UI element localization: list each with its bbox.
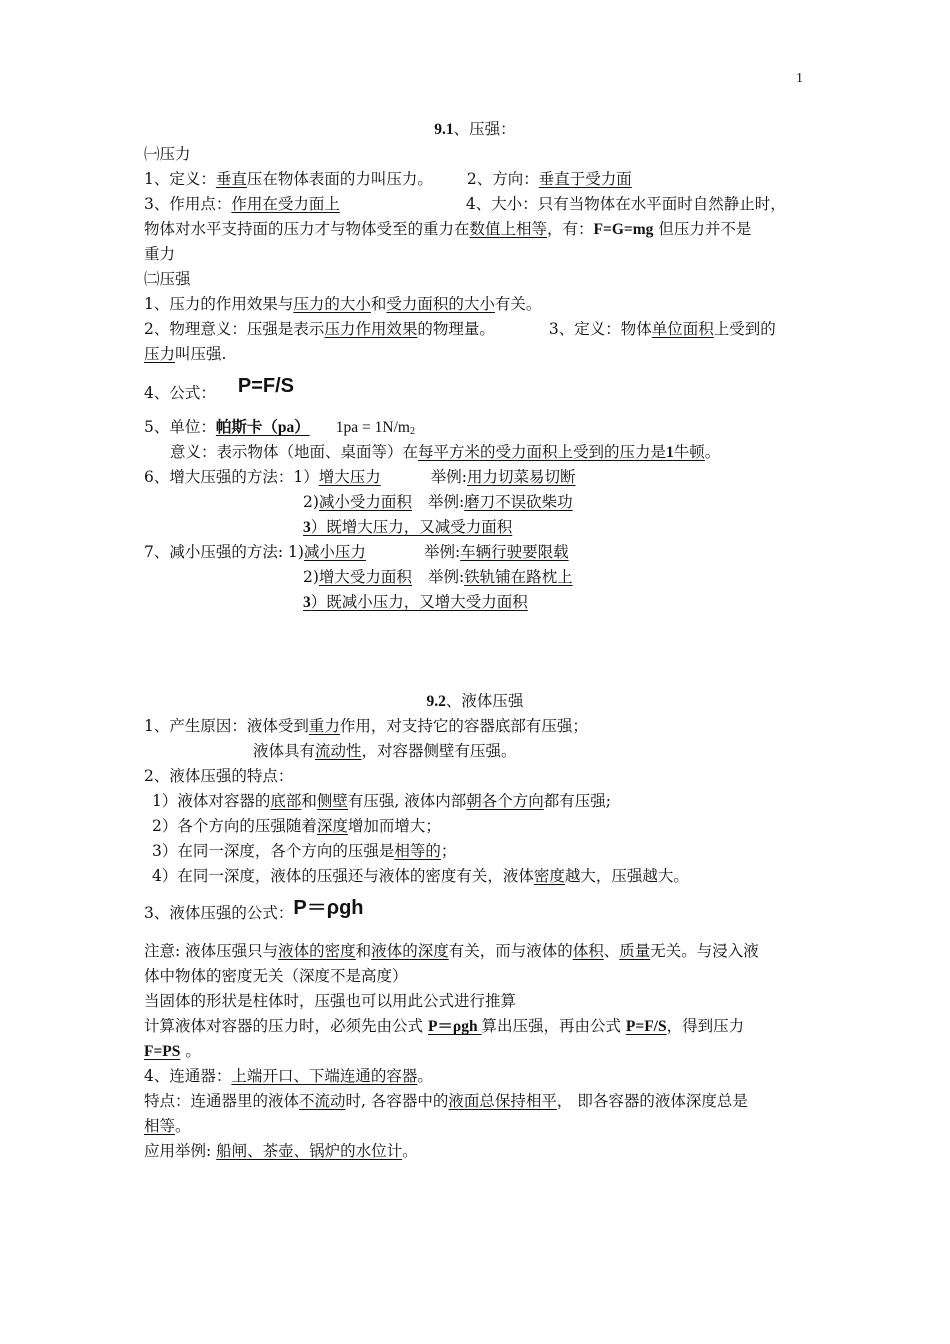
line-decrease-3: 3）既减小压力，又增大受力面积 xyxy=(303,593,528,611)
section-title-9-1: 9.1、压强： xyxy=(434,120,516,138)
line-solid: 当固体的形状是柱体时，压强也可以用此公式进行推算 xyxy=(144,992,517,1010)
line-note-2: 体中物体的密度无关（深度不是高度） xyxy=(144,967,408,985)
line-cause-1: 1、产生原因：液体受到重力作用，对支持它的容器底部有压强； xyxy=(144,717,588,735)
line-liquid-formula: 3、液体压强的公式：P＝ρgh xyxy=(144,897,364,922)
line-decrease-1: 7、减小压强的方法: 1)减小压力 举例:车辆行驶要限载 xyxy=(144,543,569,561)
line-increase-3: 3）既增大压力，又减受力面积 xyxy=(303,518,513,536)
heading-pressure-force: ㈠压力 xyxy=(144,145,191,163)
page-number: 1 xyxy=(796,71,803,86)
line-decrease-2: 2)增大受力面积 举例:铁轨铺在路枕上 xyxy=(303,568,573,586)
heading-pressure: ㈡压强 xyxy=(144,270,191,288)
line-point-magnitude: 3、作用点：作用在受力面上 4、大小：只有当物体在水平面时自然静止时， xyxy=(144,195,786,213)
line-characteristics: 2、液体压强的特点： xyxy=(144,767,294,785)
line-char-3: 3）在同一深度，各个方向的压强是相等的； xyxy=(152,842,457,860)
line-calc-2: F=PS 。 xyxy=(144,1042,201,1060)
line-char-1: 1）液体对容器的底部和侧壁有压强, 液体内部朝各个方向都有压强; xyxy=(152,792,612,810)
line-connector: 4、连通器：上端开口、下端连通的容器。 xyxy=(144,1067,433,1085)
line-physical-meaning: 2、物理意义：压强是表示压力作用效果的物理量。 3、定义：物体单位面积上受到的 xyxy=(144,320,776,338)
line-cause-2: 液体具有流动性，对容器侧壁有压强。 xyxy=(253,742,517,760)
line-definition-end: 压力叫压强. xyxy=(144,345,227,363)
line-char-2: 2）各个方向的压强随着深度增加而增大； xyxy=(152,817,441,835)
line-increase-1: 6、增大压强的方法：1）增大压力 举例:用力切菜易切断 xyxy=(144,468,576,486)
section-title-9-2: 9.2、液体压强 xyxy=(426,692,524,710)
line-unit: 5、单位：帕斯卡（pa） $1pa = 1N/m_2$ xyxy=(144,418,415,437)
line-note: 注意: 液体压强只与液体的密度和液体的深度有关，而与液体的体积、质量无关。与浸入液 xyxy=(144,942,759,960)
line-horizontal-support: 物体对水平支持面的压力才与物体受至的重力在数值上相等，有：F=G=mg 但压力并不是 xyxy=(144,220,752,238)
line-definition-direction: 1、定义：垂直压在物体表面的力叫压力。 2、方向：垂直于受力面 xyxy=(144,170,632,188)
line-increase-2: 2)减小受力面积 举例:磨刀不误砍柴功 xyxy=(303,493,573,511)
line-meaning: 意义：表示物体（地面、桌面等）在每平方米的受力面积上受到的压力是1牛顿。 xyxy=(170,443,721,461)
line-feature: 特点：连通器里的液体不流动时, 各容器中的液面总保持相平， 即各容器的液体深度总是 xyxy=(144,1092,748,1110)
line-examples: 应用举例: 船闸、茶壶、锅炉的水位计。 xyxy=(144,1142,418,1160)
line-formula: 4、公式： P=F/S xyxy=(144,375,295,402)
line-calc: 计算液体对容器的压力时，必须先由公式 P＝ρgh 算出压强，再由公式 P=F/S，得到压力 xyxy=(144,1017,745,1035)
line-char-4: 4）在同一深度，液体的压强还与液体的密度有关，液体密度越大，压强越大。 xyxy=(152,867,689,885)
line-effect: 1、压力的作用效果与压力的大小和受力面积的大小有关。 xyxy=(144,295,542,313)
line-gravity: 重力 xyxy=(144,245,176,263)
line-feature-2: 相等。 xyxy=(144,1117,191,1135)
